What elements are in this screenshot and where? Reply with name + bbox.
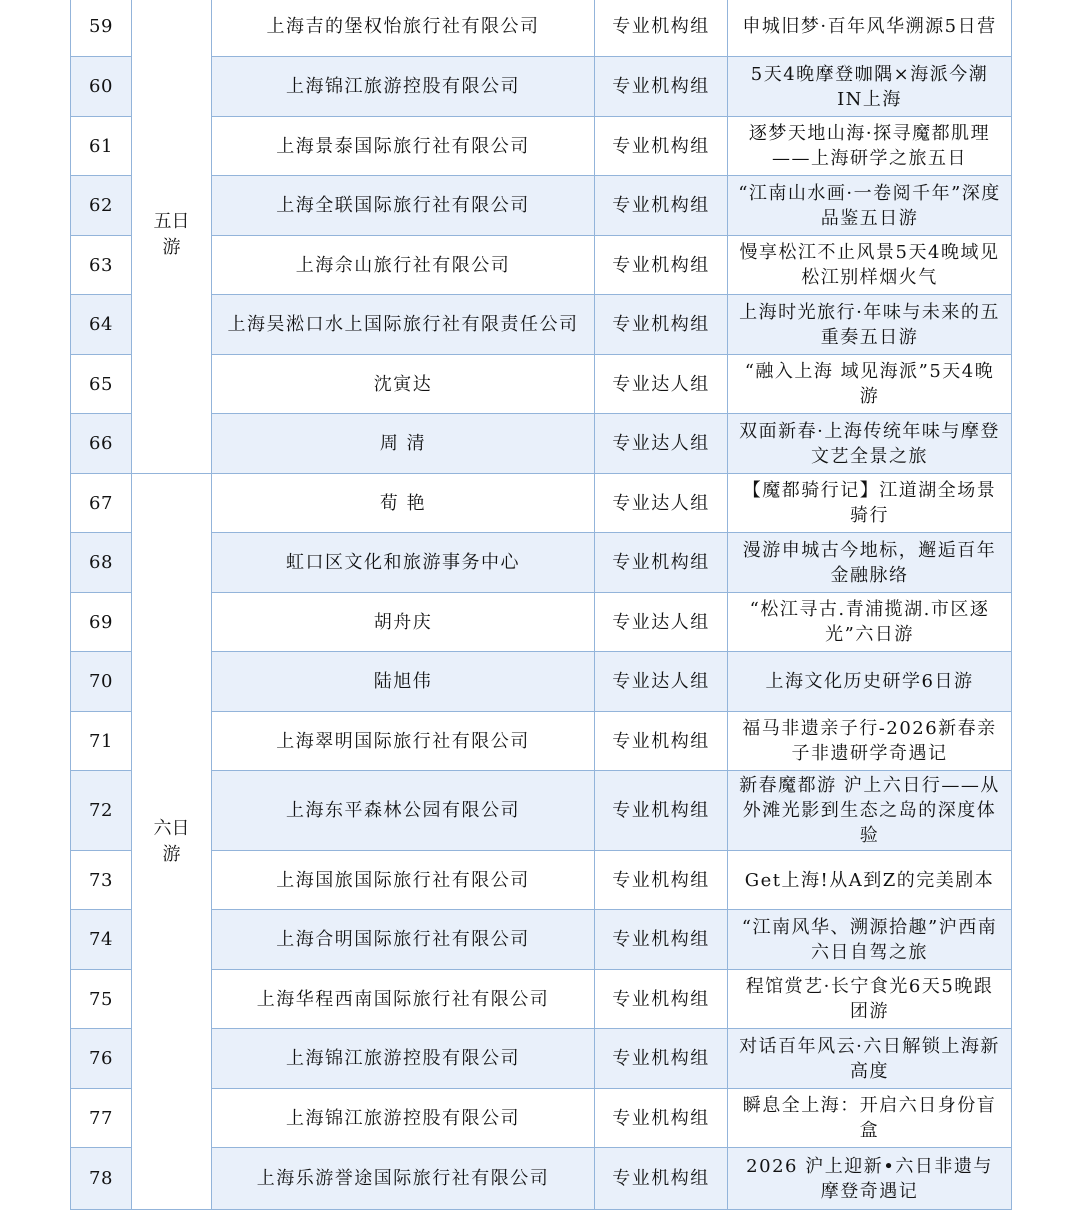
row-number: 66 bbox=[71, 414, 132, 474]
category-label: 专业达人组 bbox=[595, 355, 728, 414]
unit-name: 虹口区文化和旅游事务中心 bbox=[212, 533, 595, 593]
unit-name: 上海佘山旅行社有限公司 bbox=[212, 236, 595, 295]
table-row bbox=[71, 474, 1012, 533]
table-row bbox=[71, 1029, 1012, 1089]
route-name: “松江寻古.青浦揽湖.市区逐光”六日游 bbox=[728, 593, 1012, 652]
route-name: 申城旧梦·百年风华溯源5日营 bbox=[728, 0, 1012, 57]
row-number: 64 bbox=[71, 295, 132, 355]
table-row bbox=[71, 236, 1012, 295]
row-number: 62 bbox=[71, 176, 132, 236]
route-name: 福马非遗亲子行-2026新春亲子非遗研学奇遇记 bbox=[728, 712, 1012, 771]
row-number: 59 bbox=[71, 0, 132, 57]
category-label: 专业机构组 bbox=[595, 712, 728, 771]
route-name: Get上海!从A到Z的完美剧本 bbox=[728, 851, 1012, 910]
route-name: “江南山水画·一卷阅千年”深度品鉴五日游 bbox=[728, 176, 1012, 236]
route-name: 上海时光旅行·年味与未来的五重奏五日游 bbox=[728, 295, 1012, 355]
table-row bbox=[71, 652, 1012, 712]
table-row bbox=[71, 117, 1012, 176]
unit-name: 荀 艳 bbox=[212, 474, 595, 533]
table-row bbox=[71, 355, 1012, 414]
route-name: 新春魔都游 沪上六日行——从外滩光影到生态之岛的深度体验 bbox=[728, 771, 1012, 851]
route-list-table bbox=[70, 0, 1012, 1210]
category-label: 专业机构组 bbox=[595, 851, 728, 910]
route-name: 双面新春·上海传统年味与摩登文艺全景之旅 bbox=[728, 414, 1012, 474]
row-number: 61 bbox=[71, 117, 132, 176]
table-row bbox=[71, 1148, 1012, 1210]
category-label: 专业机构组 bbox=[595, 117, 728, 176]
row-number: 76 bbox=[71, 1029, 132, 1089]
table-row bbox=[71, 712, 1012, 771]
row-number: 75 bbox=[71, 970, 132, 1029]
category-label: 专业达人组 bbox=[595, 593, 728, 652]
route-name: “融入上海 域见海派”5天4晚游 bbox=[728, 355, 1012, 414]
route-name: 瞬息全上海：开启六日身份盲盒 bbox=[728, 1089, 1012, 1148]
route-name: 程馆赏艺·长宁食光6天5晚跟团游 bbox=[728, 970, 1012, 1029]
row-number: 78 bbox=[71, 1148, 132, 1210]
category-label: 专业机构组 bbox=[595, 1029, 728, 1089]
table-row bbox=[71, 1089, 1012, 1148]
category-label: 专业机构组 bbox=[595, 0, 728, 57]
category-label: 专业机构组 bbox=[595, 970, 728, 1029]
category-label: 专业机构组 bbox=[595, 771, 728, 851]
route-name: 【魔都骑行记】江道湖全场景骑行 bbox=[728, 474, 1012, 533]
table-row bbox=[71, 295, 1012, 355]
row-number: 68 bbox=[71, 533, 132, 593]
trip-duration-group bbox=[132, 0, 212, 474]
row-number: 73 bbox=[71, 851, 132, 910]
table-row bbox=[71, 910, 1012, 970]
unit-name: 陆旭伟 bbox=[212, 652, 595, 712]
unit-name: 上海华程西南国际旅行社有限公司 bbox=[212, 970, 595, 1029]
unit-name: 上海合明国际旅行社有限公司 bbox=[212, 910, 595, 970]
unit-name: 上海锦江旅游控股有限公司 bbox=[212, 1089, 595, 1148]
table-row bbox=[71, 0, 1012, 57]
route-name: 2026 沪上迎新•六日非遗与摩登奇遇记 bbox=[728, 1148, 1012, 1210]
table-row bbox=[71, 414, 1012, 474]
route-name: “江南风华、溯源拾趣”沪西南六日自驾之旅 bbox=[728, 910, 1012, 970]
route-name: 上海文化历史研学6日游 bbox=[728, 652, 1012, 712]
category-label: 专业机构组 bbox=[595, 176, 728, 236]
row-number: 77 bbox=[71, 1089, 132, 1148]
row-number: 72 bbox=[71, 771, 132, 851]
category-label: 专业机构组 bbox=[595, 236, 728, 295]
unit-name: 上海吉的堡权怡旅行社有限公司 bbox=[212, 0, 595, 57]
row-number: 70 bbox=[71, 652, 132, 712]
unit-name: 上海景泰国际旅行社有限公司 bbox=[212, 117, 595, 176]
route-name: 慢享松江不止风景5天4晚域见松江别样烟火气 bbox=[728, 236, 1012, 295]
category-label: 专业达人组 bbox=[595, 652, 728, 712]
row-number: 65 bbox=[71, 355, 132, 414]
row-number: 60 bbox=[71, 57, 132, 117]
row-number: 67 bbox=[71, 474, 132, 533]
unit-name: 周 清 bbox=[212, 414, 595, 474]
unit-name: 上海东平森林公园有限公司 bbox=[212, 771, 595, 851]
trip-duration-group bbox=[132, 474, 212, 1210]
category-label: 专业机构组 bbox=[595, 1148, 728, 1210]
table-row bbox=[71, 771, 1012, 851]
route-name: 5天4晚摩登咖隅×海派今潮IN上海 bbox=[728, 57, 1012, 117]
route-name: 对话百年风云·六日解锁上海新高度 bbox=[728, 1029, 1012, 1089]
table-body bbox=[71, 0, 1012, 1210]
unit-name: 上海乐游誉途国际旅行社有限公司 bbox=[212, 1148, 595, 1210]
table-row bbox=[71, 970, 1012, 1029]
row-number: 74 bbox=[71, 910, 132, 970]
table-row bbox=[71, 57, 1012, 117]
unit-name: 上海锦江旅游控股有限公司 bbox=[212, 57, 595, 117]
unit-name: 沈寅达 bbox=[212, 355, 595, 414]
category-label: 专业机构组 bbox=[595, 533, 728, 593]
route-name: 逐梦天地山海·探寻魔都肌理——上海研学之旅五日 bbox=[728, 117, 1012, 176]
unit-name: 上海国旅国际旅行社有限公司 bbox=[212, 851, 595, 910]
row-number: 71 bbox=[71, 712, 132, 771]
unit-name: 胡舟庆 bbox=[212, 593, 595, 652]
unit-name: 上海翠明国际旅行社有限公司 bbox=[212, 712, 595, 771]
row-number: 63 bbox=[71, 236, 132, 295]
category-label: 专业机构组 bbox=[595, 295, 728, 355]
row-number: 69 bbox=[71, 593, 132, 652]
category-label: 专业机构组 bbox=[595, 1089, 728, 1148]
unit-name: 上海全联国际旅行社有限公司 bbox=[212, 176, 595, 236]
route-name: 漫游申城古今地标，邂逅百年金融脉络 bbox=[728, 533, 1012, 593]
table-row bbox=[71, 533, 1012, 593]
trip-duration-label: 五日游 bbox=[153, 211, 190, 258]
category-label: 专业达人组 bbox=[595, 414, 728, 474]
category-label: 专业达人组 bbox=[595, 474, 728, 533]
unit-name: 上海吴淞口水上国际旅行社有限责任公司 bbox=[212, 295, 595, 355]
table-row bbox=[71, 176, 1012, 236]
table-row bbox=[71, 593, 1012, 652]
category-label: 专业机构组 bbox=[595, 910, 728, 970]
unit-name: 上海锦江旅游控股有限公司 bbox=[212, 1029, 595, 1089]
category-label: 专业机构组 bbox=[595, 57, 728, 117]
trip-duration-label: 六日游 bbox=[153, 817, 190, 865]
table-row bbox=[71, 851, 1012, 910]
